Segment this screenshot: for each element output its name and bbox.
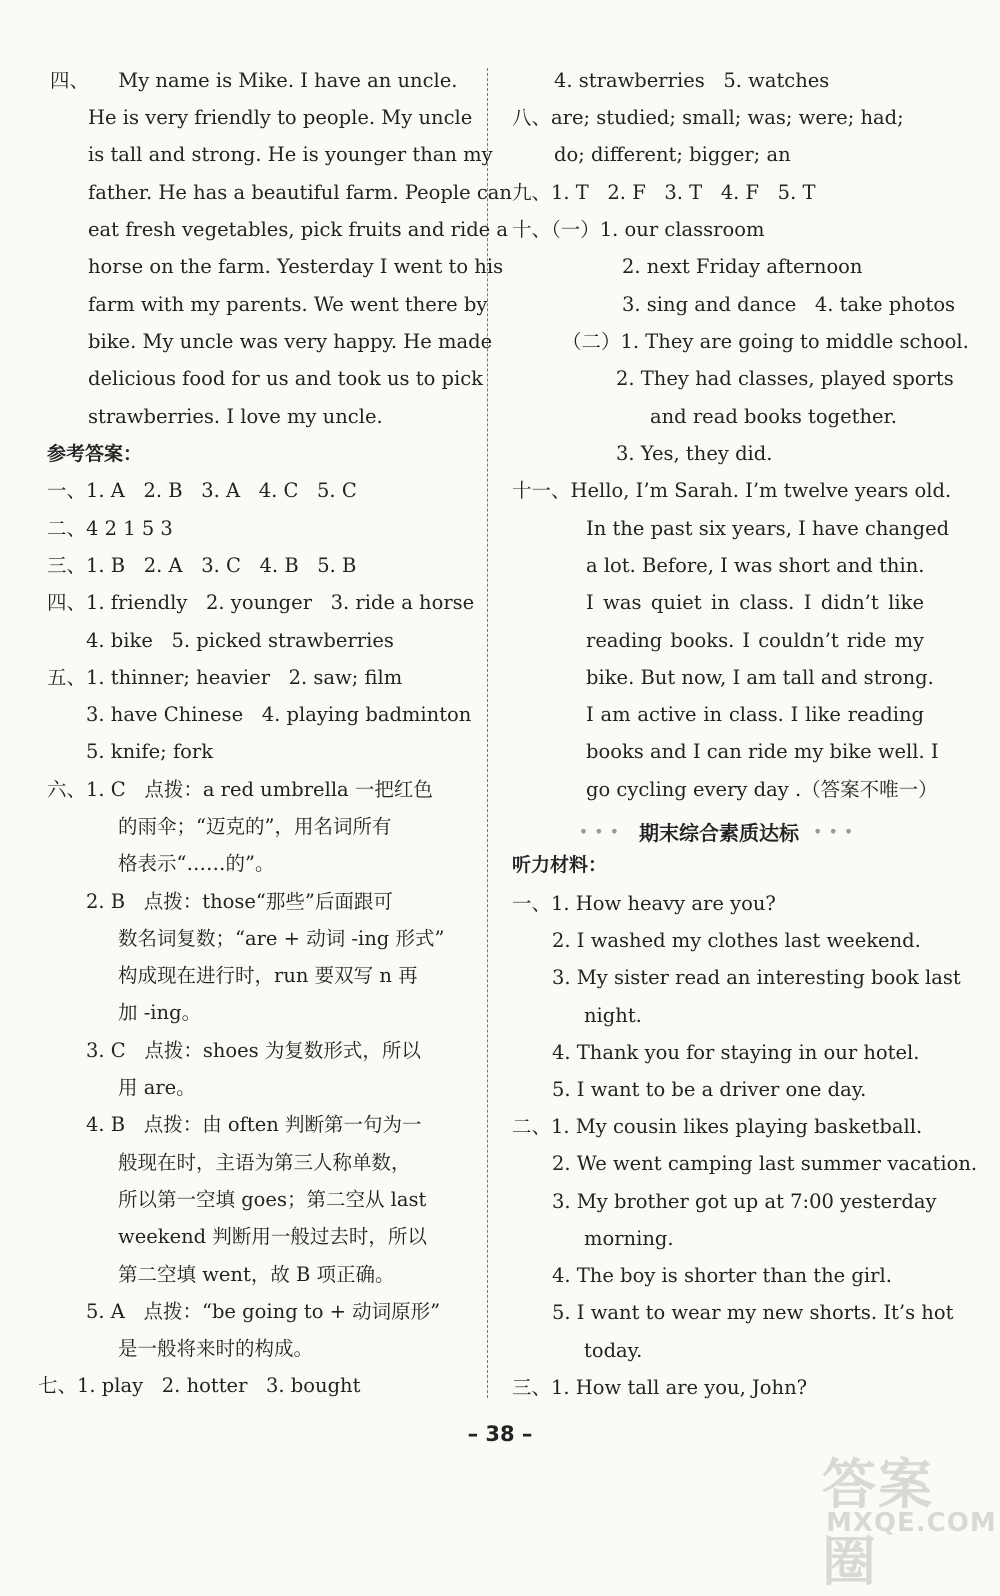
watermark-domain: MXQE.COM <box>826 1508 997 1538</box>
answer-line: 第二空填 went，故 B 项正确。 <box>118 1263 395 1286</box>
script-line: morning. <box>584 1227 674 1250</box>
script-line: 三、1. How tall are you, John? <box>512 1376 808 1399</box>
script-line: 二、1. My cousin likes playing basketball. <box>512 1115 923 1138</box>
answer-line: a lot. Before, I was short and thin. <box>586 554 925 577</box>
answer-line: 2. They had classes, played sports <box>616 367 954 390</box>
passage-line: farm with my parents. We went there by <box>88 293 488 316</box>
script-line: 一、1. How heavy are you? <box>512 892 776 915</box>
answer-line: 四、1. friendly 2. younger 3. ride a horse <box>47 591 475 614</box>
section-title-text: 期末综合素质达标 <box>639 820 799 845</box>
answer-line: do; different; bigger; an <box>554 143 791 166</box>
passage-line: He is very friendly to people. My uncle <box>88 106 473 129</box>
answer-line: I am active in class. I like reading <box>586 703 924 726</box>
answer-line: 4. strawberries 5. watches <box>554 69 830 92</box>
answer-line: 般现在时，主语为第三人称单数， <box>118 1151 411 1174</box>
answer-line: 3. sing and dance 4. take photos <box>622 293 956 316</box>
answer-key-heading: 参考答案： <box>47 443 143 465</box>
answer-line: books and I can ride my bike well. I <box>586 740 939 763</box>
script-line: 2. I washed my clothes last weekend. <box>552 929 921 952</box>
answer-line: 一、1. A 2. B 3. A 4. C 5. C <box>47 479 357 502</box>
script-line: 3. My sister read an interesting book last <box>552 966 961 989</box>
dots-decoration: ••• <box>813 821 860 841</box>
answer-line: 3. C 点拨：shoes 为复数形式，所以 <box>86 1039 421 1062</box>
answer-line: bike. But now, I am tall and strong. <box>586 666 934 689</box>
answer-line: 构成现在进行时，run 要双写 n 再 <box>118 964 418 987</box>
answer-line: and read books together. <box>650 405 897 428</box>
dots-decoration: ••• <box>578 821 625 841</box>
answer-line: 3. Yes, they did. <box>616 442 773 465</box>
answer-line: I was quiet in class. I didn’t like <box>586 591 924 614</box>
script-line: 4. The boy is shorter than the girl. <box>552 1264 892 1287</box>
answer-line: 七、1. play 2. hotter 3. bought <box>38 1374 361 1397</box>
answer-line: 六、1. C 点拨：a red umbrella 一把红色 <box>47 778 433 801</box>
script-line: night. <box>584 1004 642 1027</box>
answer-line: 4. B 点拨：由 often 判断第一句为一 <box>86 1113 422 1136</box>
answer-line: 5. knife; fork <box>86 740 214 763</box>
answer-line: In the past six years, I have changed <box>586 517 950 540</box>
passage-line: 四、 My name is Mike. I have an uncle. <box>50 69 458 92</box>
script-line: 3. My brother got up at 7:00 yesterday <box>552 1190 937 1213</box>
answer-line: 十一、Hello, I’m Sarah. I’m twelve years old. <box>512 479 952 502</box>
passage-line: delicious food for us and took us to pick <box>88 367 483 390</box>
answer-line: （二）1. They are going to middle school. <box>562 330 969 353</box>
answer-line: 2. B 点拨：those“那些”后面跟可 <box>86 890 393 913</box>
answer-line: go cycling every day .（答案不唯一） <box>586 778 938 801</box>
page-number: – 38 – <box>467 1422 533 1446</box>
answer-line: 八、are; studied; small; was; were; had; <box>512 106 904 129</box>
script-line: 5. I want to wear my new shorts. It’s hot <box>552 1301 954 1324</box>
answer-line: 格表示“……的”。 <box>118 852 275 875</box>
passage-line: strawberries. I love my uncle. <box>88 405 383 428</box>
section-title <box>512 816 926 846</box>
answer-line: 所以第一空填 goes；第二空从 last <box>118 1188 427 1211</box>
answer-line: 的雨伞；“迈克的”，用名词所有 <box>118 815 392 838</box>
watermark-chars: 答案圈 <box>822 1453 934 1593</box>
answer-line: 4. bike 5. picked strawberries <box>86 629 394 652</box>
passage-line: bike. My uncle was very happy. He made <box>88 330 493 353</box>
answer-line: 三、1. B 2. A 3. C 4. B 5. B <box>47 554 357 577</box>
listening-heading: 听力材料： <box>512 854 608 876</box>
passage-line: eat fresh vegetables, pick fruits and ride a <box>88 218 509 241</box>
answer-line: 十、（一）1. our classroom <box>512 218 765 241</box>
answer-line: 五、1. thinner; heavier 2. saw; film <box>47 666 403 689</box>
answer-line: 加 -ing。 <box>118 1001 202 1024</box>
answer-line: 二、4 2 1 5 3 <box>47 517 173 540</box>
script-line: 5. I want to be a driver one day. <box>552 1078 867 1101</box>
passage-line: horse on the farm. Yesterday I went to his <box>88 255 504 278</box>
answer-line: 是一般将来时的构成。 <box>118 1337 314 1360</box>
watermark-logo <box>822 1442 997 1593</box>
answer-line: 3. have Chinese 4. playing badminton <box>86 703 472 726</box>
passage-line: father. He has a beautiful farm. People can <box>88 181 512 204</box>
answer-line: reading books. I couldn’t ride my <box>586 629 924 652</box>
answer-line: 数名词复数；“are + 动词 -ing 形式” <box>118 927 445 950</box>
script-line: 2. We went camping last summer vacation. <box>552 1152 978 1175</box>
answer-line: 用 are。 <box>118 1076 196 1099</box>
script-line: 4. Thank you for staying in our hotel. <box>552 1041 920 1064</box>
script-line: today. <box>584 1339 643 1362</box>
passage-line: is tall and strong. He is younger than my <box>88 143 493 166</box>
answer-line: 九、1. T 2. F 3. T 4. F 5. T <box>512 181 816 204</box>
answer-line: weekend 判断用一般过去时，所以 <box>118 1225 427 1248</box>
answer-line: 5. A 点拨：“be going to + 动词原形” <box>86 1300 441 1323</box>
answer-line: 2. next Friday afternoon <box>622 255 863 278</box>
